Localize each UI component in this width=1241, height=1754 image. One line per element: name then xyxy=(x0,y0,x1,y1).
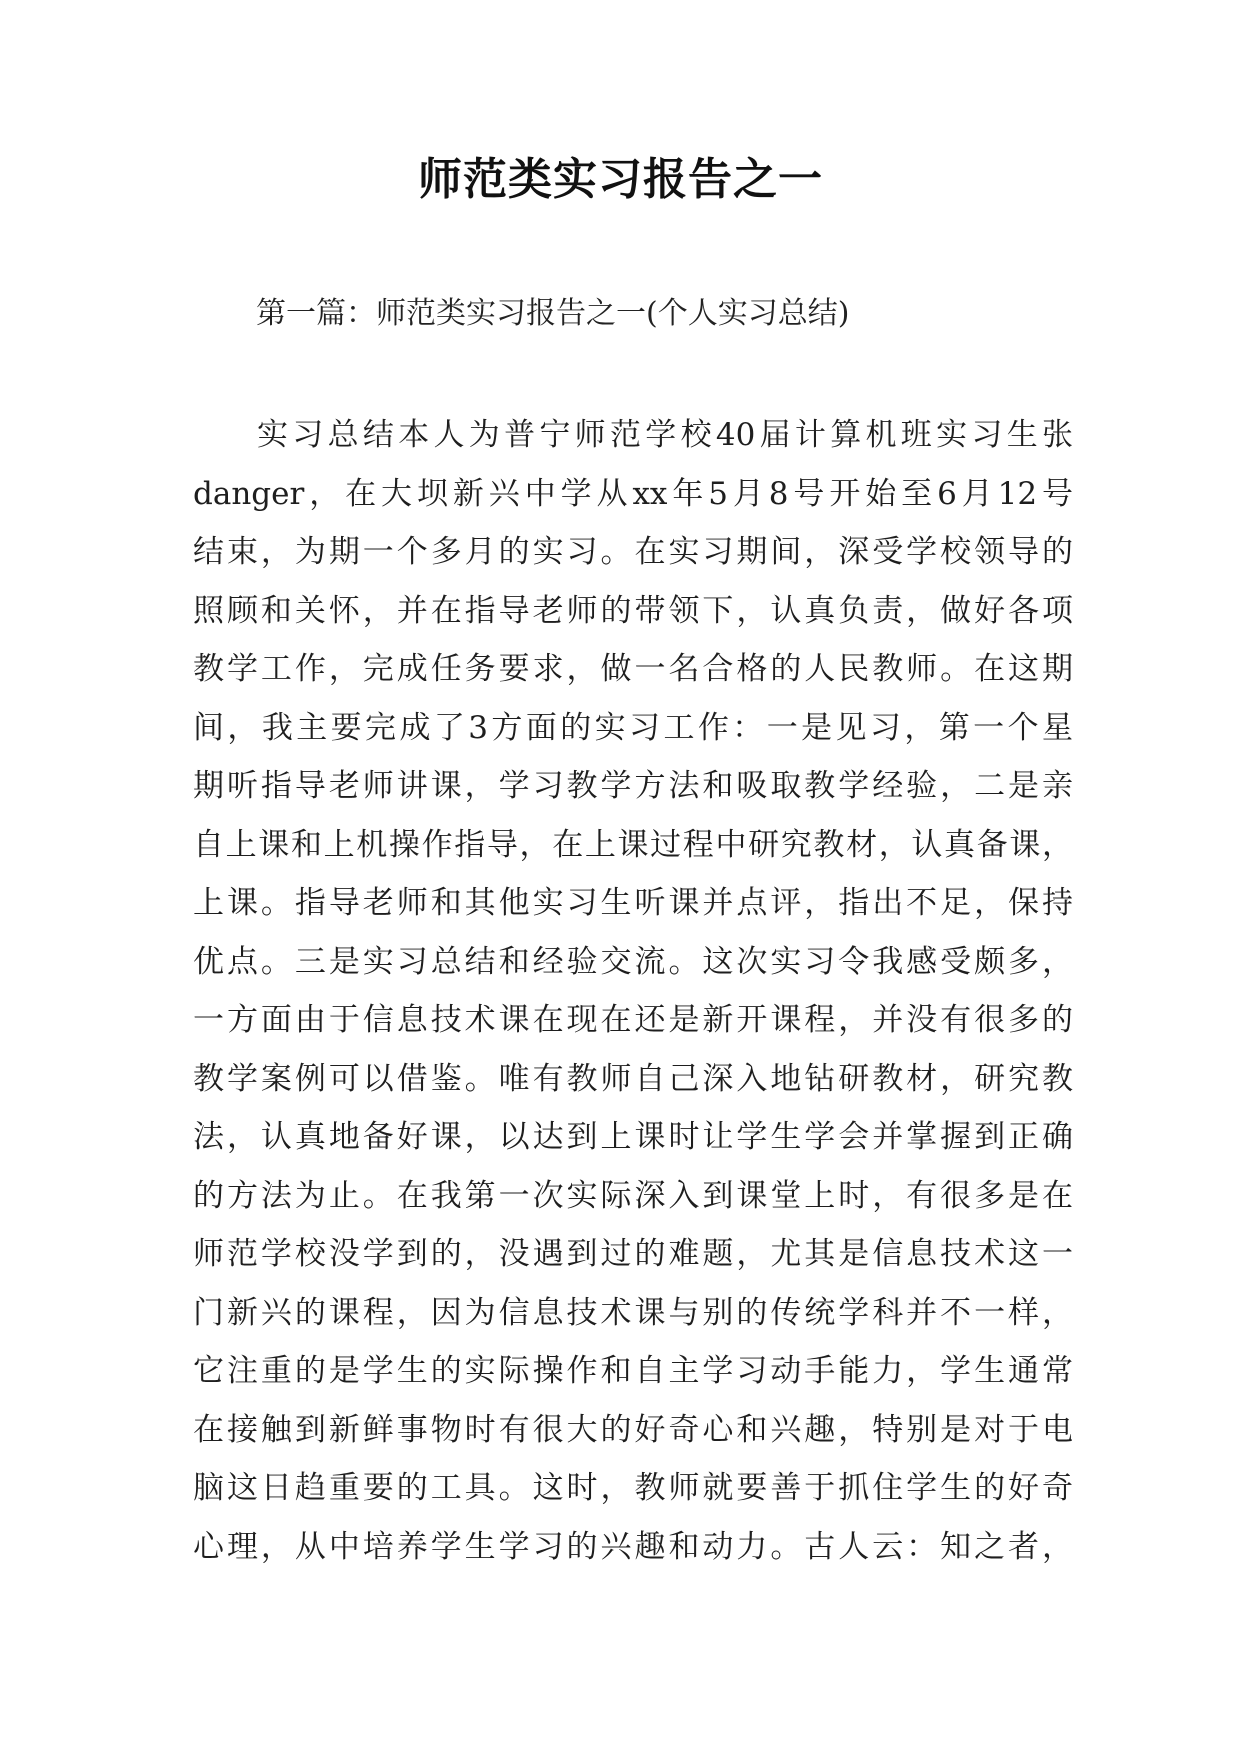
paragraph-line: 门新兴的课程，因为信息技术课与别的传统学科并不一样， xyxy=(193,1294,1073,1331)
body-paragraph xyxy=(193,406,1073,1576)
paragraph-line: 脑这日趋重要的工具。这时，教师就要善于抓住学生的好奇 xyxy=(193,1470,1073,1506)
paragraph-line: danger，在大坝新兴中学从xx年5月8号开始至6月12号 xyxy=(193,475,1073,512)
paragraph-line: 它注重的是学生的实际操作和自主学习动手能力，学生通常 xyxy=(193,1353,1073,1389)
paragraph-line: 教学案例可以借鉴。唯有教师自己深入地钻研教材，研究教 xyxy=(193,1060,1073,1097)
paragraph-line: 上课。指导老师和其他实习生听课并点评，指出不足，保持 xyxy=(193,885,1073,921)
paragraph-line: 心理，从中培养学生学习的兴趣和动力。古人云：知之者， xyxy=(193,1528,1073,1565)
paragraph-line: 照顾和关怀，并在指导老师的带领下，认真负责，做好各项 xyxy=(193,592,1073,629)
paragraph-line: 间，我主要完成了3方面的实习工作：一是见习，第一个星 xyxy=(193,709,1073,746)
paragraph-line: 教学工作，完成任务要求，做一名合格的人民教师。在这期 xyxy=(193,651,1073,687)
page-title: 师范类实习报告之一 xyxy=(418,154,823,205)
paragraph-line: 实习总结本人为普宁师范学校40届计算机班实习生张 xyxy=(257,417,1073,453)
paragraph-line: 法，认真地备好课，以达到上课时让学生学会并掌握到正确 xyxy=(193,1119,1073,1155)
paragraph-line: 一方面由于信息技术课在现在还是新开课程，并没有很多的 xyxy=(193,1002,1073,1038)
paragraph-line: 期听指导老师讲课，学习教学方法和吸取教学经验，二是亲 xyxy=(193,768,1073,804)
paragraph-line: 自上课和上机操作指导，在上课过程中研究教材，认真备课， xyxy=(193,826,1073,863)
paragraph-line: 在接触到新鲜事物时有很大的好奇心和兴趣，特别是对于电 xyxy=(193,1411,1073,1448)
paragraph-line: 师范学校没学到的，没遇到过的难题，尤其是信息技术这一 xyxy=(193,1236,1073,1272)
paragraph-line: 的方法为止。在我第一次实际深入到课堂上时，有很多是在 xyxy=(193,1177,1073,1214)
paragraph-line: 优点。三是实习总结和经验交流。这次实习令我感受颇多， xyxy=(193,943,1073,980)
paragraph-line: 结束，为期一个多月的实习。在实习期间，深受学校领导的 xyxy=(193,534,1073,570)
section-heading: 第一篇：师范类实习报告之一(个人实习总结) xyxy=(256,296,850,331)
